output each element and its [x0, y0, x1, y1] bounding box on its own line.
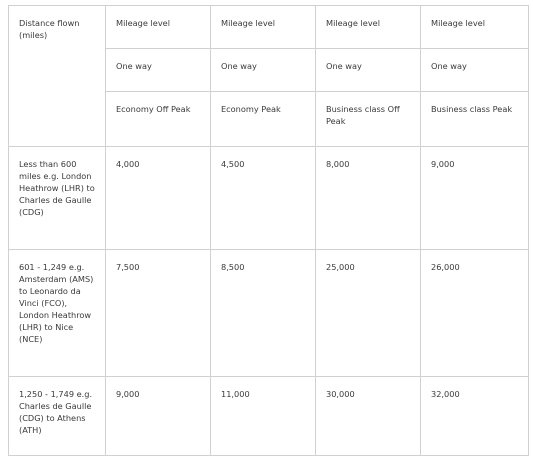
value-cell: 4,500 [211, 147, 316, 250]
value-cell: 4,000 [106, 147, 211, 250]
value-cell: 8,500 [211, 250, 316, 377]
table-row [9, 147, 529, 250]
value-cell: 26,000 [421, 250, 529, 377]
header-one-way: One way [211, 49, 316, 92]
distance-cell: 601 - 1,249 e.g. Amsterdam (AMS) to Leonardo da Vinci (FCO), London Heathrow (LHR) to Nice (NCE) [9, 250, 106, 377]
header-one-way: One way [421, 49, 529, 92]
mileage-table [8, 5, 529, 456]
value-cell: 9,000 [421, 147, 529, 250]
value-cell: 7,500 [106, 250, 211, 377]
header-one-way: One way [316, 49, 421, 92]
table-row [9, 250, 529, 377]
value-cell: 9,000 [106, 377, 211, 456]
header-cabin-business-peak: Business class Peak [421, 92, 529, 147]
mileage-table-container [8, 5, 529, 456]
header-cabin-business-off-peak: Business class Off Peak [316, 92, 421, 147]
value-cell: 32,000 [421, 377, 529, 456]
header-cabin-economy-off-peak: Economy Off Peak [106, 92, 211, 147]
header-cabin-economy-peak: Economy Peak [211, 92, 316, 147]
distance-cell: Less than 600 miles e.g. London Heathrow (LHR) to Charles de Gaulle (CDG) [9, 147, 106, 250]
header-one-way: One way [106, 49, 211, 92]
header-mileage-level: Mileage level [316, 6, 421, 49]
distance-cell: 1,250 - 1,749 e.g. Charles de Gaulle (CDG) to Athens (ATH) [9, 377, 106, 456]
table-row [9, 377, 529, 456]
header-mileage-level: Mileage level [211, 6, 316, 49]
value-cell: 11,000 [211, 377, 316, 456]
value-cell: 30,000 [316, 377, 421, 456]
corner-header-distance: Distance flown (miles) [9, 6, 106, 147]
value-cell: 8,000 [316, 147, 421, 250]
value-cell: 25,000 [316, 250, 421, 377]
header-mileage-level: Mileage level [106, 6, 211, 49]
header-row-mileage-level [9, 6, 529, 49]
header-mileage-level: Mileage level [421, 6, 529, 49]
